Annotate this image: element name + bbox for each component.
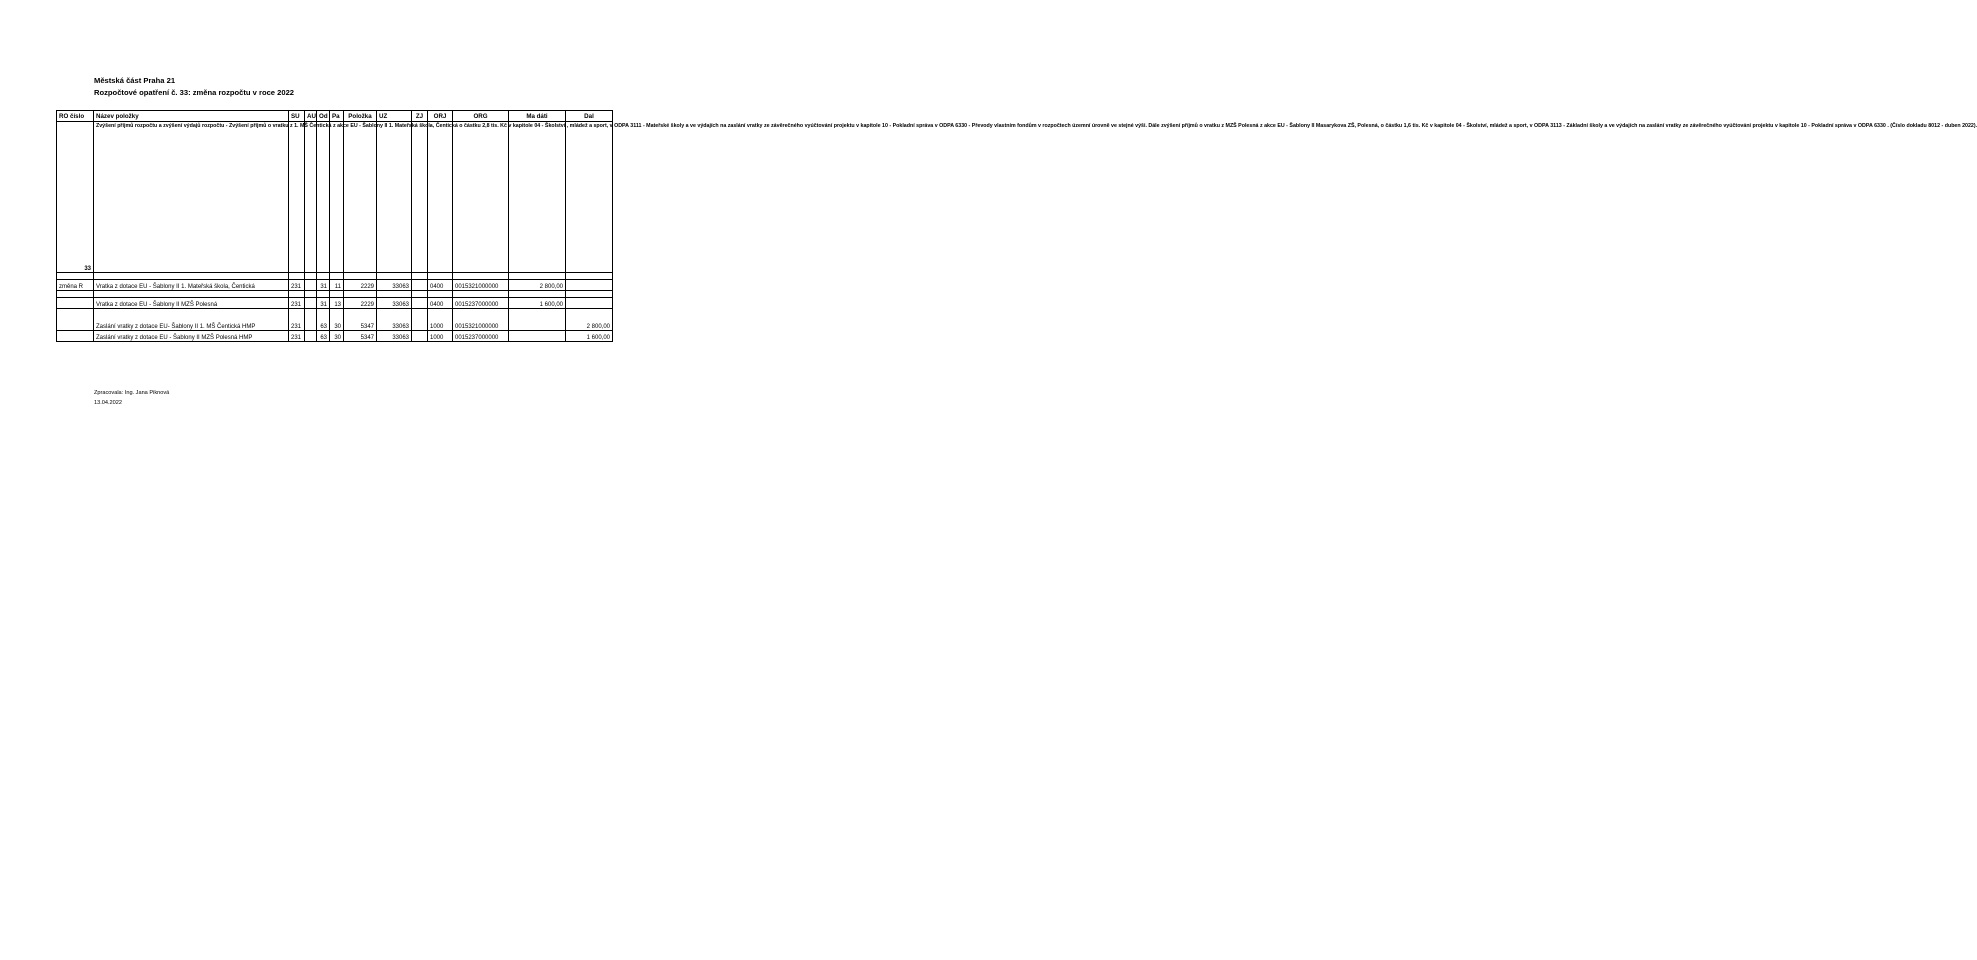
col-org: ORG	[453, 111, 509, 122]
col-au: AU	[305, 111, 317, 122]
row-ro: změna R	[57, 280, 94, 291]
row-polozka: 5347	[344, 331, 377, 342]
row-od: 63	[317, 331, 330, 342]
col-ma-dati: Ma dáti	[509, 111, 566, 122]
row-od: 63	[317, 309, 330, 331]
row-zj	[412, 280, 428, 291]
row-au	[305, 280, 317, 291]
row-name: Zaslání vratky z dotace EU - Šablony II MZŠ Polesná HMP	[94, 331, 289, 342]
col-dal: Dal	[566, 111, 613, 122]
col-orj: ORJ	[428, 111, 453, 122]
row-ma-dati: 1 600,00	[509, 298, 566, 309]
row-orj: 1000	[428, 309, 453, 331]
row-orj: 0400	[428, 298, 453, 309]
row-pa: 13	[330, 298, 344, 309]
row-ma-dati: 2 800,00	[509, 280, 566, 291]
col-od: Od	[317, 111, 330, 122]
row-ro	[57, 298, 94, 309]
col-nazev-polozky: Název položky	[94, 111, 289, 122]
row-ma-dati	[509, 309, 566, 331]
row-polozka: 2229	[344, 280, 377, 291]
col-su: SU	[289, 111, 305, 122]
row-org: 0015321000000	[453, 309, 509, 331]
row-zj	[412, 309, 428, 331]
row-name: Vratka z dotace EU - Šablony II 1. Mateřská škola, Čentická	[94, 280, 289, 291]
row-au	[305, 331, 317, 342]
row-pa: 11	[330, 280, 344, 291]
row-od: 31	[317, 280, 330, 291]
row-uz: 33063	[377, 280, 412, 291]
document-subtitle: Rozpočtové opatření č. 33: změna rozpočtu v roce 2022	[94, 88, 295, 97]
row-name: Vratka z dotace EU - Šablony II MZŠ Polesná	[94, 298, 289, 309]
row-ma-dati	[509, 331, 566, 342]
row-od: 31	[317, 298, 330, 309]
prepared-by: Zpracovala: Ing. Jana Piknová	[94, 390, 170, 396]
row-name: Zaslání vratky z dotace EU- Šablony II 1. MŠ Čentická HMP	[94, 309, 289, 331]
col-uz: UZ	[377, 111, 412, 122]
row-dal	[566, 298, 613, 309]
table-row	[57, 331, 613, 342]
row-su: 231	[289, 309, 305, 331]
table-row	[57, 298, 613, 309]
row-ro	[57, 309, 94, 331]
row-su: 231	[289, 298, 305, 309]
row-uz: 33063	[377, 309, 412, 331]
table-header-row	[57, 111, 613, 122]
row-orj: 1000	[428, 331, 453, 342]
table-row	[57, 309, 613, 331]
description-row	[57, 122, 613, 273]
row-org: 0015321000000	[453, 280, 509, 291]
row-polozka: 5347	[344, 309, 377, 331]
row-au	[305, 309, 317, 331]
col-pa: Pa	[330, 111, 344, 122]
row-orj: 0400	[428, 280, 453, 291]
ro-number: 33	[57, 122, 94, 273]
row-org: 0015237000000	[453, 298, 509, 309]
prepared-date: 13.04.2022	[94, 400, 122, 406]
row-polozka: 2229	[344, 298, 377, 309]
col-zj: ZJ	[412, 111, 428, 122]
row-pa: 30	[330, 331, 344, 342]
col-ro-cislo: RO číslo	[57, 111, 94, 122]
row-org: 0015237000000	[453, 331, 509, 342]
row-su: 231	[289, 280, 305, 291]
row-dal	[566, 280, 613, 291]
row-dal: 1 600,00	[566, 331, 613, 342]
row-zj	[412, 298, 428, 309]
row-pa: 30	[330, 309, 344, 331]
row-ro	[57, 331, 94, 342]
row-su: 231	[289, 331, 305, 342]
row-uz: 33063	[377, 298, 412, 309]
table-row	[57, 280, 613, 291]
description-text: Zvýšení příjmů rozpočtu a zvýšení výdajů rozpočtu - Zvýšení příjmů o vratku z 1. MŠ Čentická z akce EU - Šablony II 1. Mateřská škola, Čentická o částku 2,8 tis. Kč v kapitole 04 - Školství , mládež a sport, v ODPA 3111 - Mateřské školy a ve výdajích na zaslání vratky ze závěrečného vyúčtování projektu v kapitole 10 - Pokladní správa v ODPA 6330 - Převody vlastním fondům v rozpočtech územní úrovně ve stejné výši. Dále zvýšení příjmů o vratku z MZŠ Polesná z akce EU - Šablony II Masarykova ZŠ, Polesná, o částku 1,6 tis. Kč v kapitole 04 - Školství, mládež a sport, v ODPA 3113 - Základní školy a ve výdajích na zaslání vratky ze závěrečného vyúčtování projektu v kapitole 10 - Pokladní správa v ODPA 6330 . (Číslo dokladu 8012 - duben 2022).	[94, 122, 289, 273]
row-zj	[412, 331, 428, 342]
budget-table	[56, 110, 1977, 342]
col-polozka: Položka	[344, 111, 377, 122]
row-uz: 33063	[377, 331, 412, 342]
row-dal: 2 800,00	[566, 309, 613, 331]
row-au	[305, 298, 317, 309]
document-title: Městská část Praha 21	[94, 76, 176, 85]
